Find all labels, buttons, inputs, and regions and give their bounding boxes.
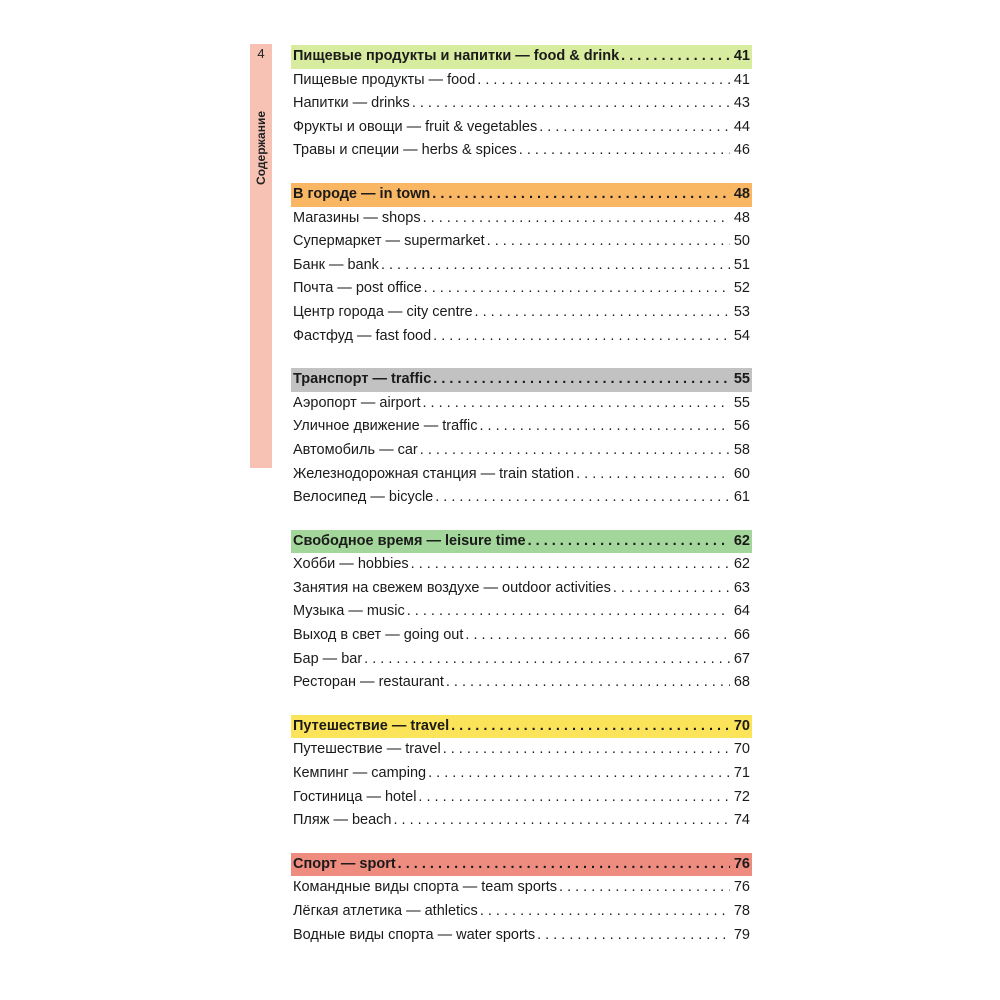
entry-title: Фастфуд — fast food <box>293 327 432 344</box>
toc-section <box>293 530 750 695</box>
entry-title: Банк — bank <box>293 256 379 273</box>
entry-page-number: 61 <box>733 489 750 506</box>
entry-page-number: 56 <box>733 418 750 435</box>
toc-entry[interactable] <box>293 116 750 140</box>
section-title: Спорт — sport <box>293 855 396 872</box>
entry-page-number: 53 <box>733 303 750 320</box>
entry-title: Почта — post office <box>293 280 422 297</box>
toc-entry[interactable] <box>293 207 750 231</box>
section-title: Свободное время — leisure time <box>293 532 526 549</box>
entry-page-number: 48 <box>733 209 750 226</box>
entry-page-number: 52 <box>733 280 750 297</box>
dot-leader <box>364 648 730 672</box>
toc-entry[interactable] <box>293 762 750 786</box>
toc-entry[interactable] <box>293 486 750 510</box>
toc-entry[interactable] <box>293 463 750 487</box>
section-page-number: 41 <box>733 48 750 64</box>
toc-entry[interactable] <box>293 924 750 948</box>
entry-page-number: 46 <box>733 142 750 159</box>
section-header[interactable] <box>291 45 752 69</box>
entry-title: Железнодорожная станция — train station <box>293 465 575 482</box>
dot-leader <box>412 92 730 116</box>
toc-entry[interactable] <box>293 415 750 439</box>
toc-entry[interactable] <box>293 277 750 301</box>
entry-title: Выход в свет — going out <box>293 627 464 644</box>
table-of-contents <box>293 45 750 967</box>
toc-entry[interactable] <box>293 738 750 762</box>
toc-entry[interactable] <box>293 624 750 648</box>
entry-page-number: 55 <box>733 394 750 411</box>
section-title: Путешествие — travel <box>293 717 450 734</box>
contents-side-title: Содержание <box>254 111 268 185</box>
dot-leader <box>539 116 730 140</box>
entry-title: Уличное движение — traffic <box>293 418 478 435</box>
entry-page-number: 66 <box>733 627 750 644</box>
entry-title: Музыка — music <box>293 603 405 620</box>
toc-section <box>293 368 750 510</box>
entry-page-number: 63 <box>733 579 750 596</box>
entry-page-number: 60 <box>733 465 750 482</box>
toc-entry[interactable] <box>293 439 750 463</box>
dot-leader <box>559 876 730 900</box>
entry-page-number: 64 <box>733 603 750 620</box>
entry-page-number: 51 <box>733 256 750 273</box>
dot-leader <box>528 530 730 554</box>
toc-entry[interactable] <box>293 69 750 93</box>
toc-entry[interactable] <box>293 648 750 672</box>
dot-leader <box>537 924 730 948</box>
entry-page-number: 62 <box>733 556 750 573</box>
section-title: В городе — in town <box>293 185 431 202</box>
entry-page-number: 67 <box>733 650 750 667</box>
entry-title: Автомобиль — car <box>293 441 418 458</box>
toc-section <box>293 183 750 348</box>
toc-section <box>293 715 750 833</box>
entry-page-number: 74 <box>733 812 750 829</box>
toc-entry[interactable] <box>293 325 750 349</box>
entry-page-number: 71 <box>733 765 750 782</box>
entry-page-number: 43 <box>733 95 750 112</box>
entry-title: Путешествие — travel <box>293 741 441 758</box>
dot-leader <box>480 900 730 924</box>
entry-page-number: 58 <box>733 441 750 458</box>
dot-leader <box>451 715 730 739</box>
toc-entry[interactable] <box>293 577 750 601</box>
toc-entry[interactable] <box>293 254 750 278</box>
section-header[interactable] <box>291 530 752 554</box>
toc-section <box>293 853 750 947</box>
entry-page-number: 68 <box>733 674 750 691</box>
entry-page-number: 79 <box>733 926 750 943</box>
entry-title: Водные виды спорта — water sports <box>293 926 536 943</box>
dot-leader <box>446 671 730 695</box>
toc-section <box>293 45 750 163</box>
toc-entry[interactable] <box>293 671 750 695</box>
entry-title: Велосипед — bicycle <box>293 489 434 506</box>
section-page-number: 62 <box>733 532 750 549</box>
entry-title: Занятия на свежем воздухе — outdoor activities <box>293 579 611 596</box>
entry-title: Кемпинг — camping <box>293 765 427 782</box>
contents-side-tab <box>250 44 272 468</box>
entry-page-number: 41 <box>733 71 750 88</box>
dot-leader <box>420 439 730 463</box>
dot-leader <box>443 738 730 762</box>
dot-leader <box>435 486 730 510</box>
dot-leader <box>519 139 730 163</box>
toc-entry[interactable] <box>293 876 750 900</box>
section-page-number: 55 <box>733 371 750 388</box>
entry-page-number: 78 <box>733 903 750 919</box>
dot-leader <box>381 254 730 278</box>
dot-leader <box>428 762 730 786</box>
dot-leader <box>621 45 730 69</box>
section-page-number: 70 <box>733 717 750 734</box>
toc-entry[interactable] <box>293 301 750 325</box>
toc-entry[interactable] <box>293 230 750 254</box>
entry-title: Пляж — beach <box>293 812 392 829</box>
entry-title: Аэропорт — airport <box>293 394 421 411</box>
section-page-number: 48 <box>733 185 750 202</box>
toc-entry[interactable] <box>293 786 750 810</box>
entry-title: Напитки — drinks <box>293 95 410 112</box>
dot-leader <box>422 392 729 416</box>
dot-leader <box>418 786 729 810</box>
entry-title: Пищевые продукты — food <box>293 71 476 88</box>
entry-page-number: 70 <box>733 741 750 758</box>
dot-leader <box>433 368 730 392</box>
toc-entry[interactable] <box>293 392 750 416</box>
toc-entry[interactable] <box>293 600 750 624</box>
entry-title: Гостиница — hotel <box>293 788 417 805</box>
toc-entry[interactable] <box>293 809 750 833</box>
entry-page-number: 54 <box>733 327 750 344</box>
section-header[interactable] <box>291 368 752 392</box>
section-title: Пищевые продукты и напитки — food & drink <box>293 48 620 64</box>
entry-title: Магазины — shops <box>293 209 421 226</box>
entry-title: Хобби — hobbies <box>293 556 409 573</box>
entry-title: Ресторан — restaurant <box>293 674 444 691</box>
dot-leader <box>475 301 730 325</box>
toc-entry[interactable] <box>293 553 750 577</box>
entry-page-number: 50 <box>733 233 750 250</box>
section-header[interactable] <box>291 853 752 877</box>
dot-leader <box>613 577 730 601</box>
entry-title: Центр города — city centre <box>293 303 473 320</box>
dot-leader <box>423 207 730 231</box>
entry-title: Бар — bar <box>293 650 363 667</box>
dot-leader <box>394 809 730 833</box>
entry-title: Супермаркет — supermarket <box>293 233 485 250</box>
dot-leader <box>411 553 730 577</box>
dot-leader <box>424 277 730 301</box>
section-header[interactable] <box>291 715 752 739</box>
entry-page-number: 76 <box>733 879 750 896</box>
entry-title: Травы и специи — herbs & spices <box>293 142 517 159</box>
dot-leader <box>465 624 729 648</box>
section-page-number: 76 <box>733 855 750 872</box>
toc-entry[interactable] <box>293 92 750 116</box>
dot-leader <box>432 183 730 207</box>
dot-leader <box>479 415 729 439</box>
dot-leader <box>398 853 730 877</box>
page-number: 4 <box>257 46 265 61</box>
section-title: Транспорт — traffic <box>293 371 432 388</box>
toc-entry[interactable] <box>293 900 750 924</box>
entry-title: Фрукты и овощи — fruit & vegetables <box>293 118 538 135</box>
dot-leader <box>407 600 730 624</box>
dot-leader <box>433 325 730 349</box>
dot-leader <box>576 463 730 487</box>
entry-page-number: 44 <box>733 118 750 135</box>
entry-title: Лёгкая атлетика — athletics <box>293 903 478 919</box>
dot-leader <box>477 69 730 93</box>
toc-entry[interactable] <box>293 139 750 163</box>
section-header[interactable] <box>291 183 752 207</box>
entry-page-number: 72 <box>733 788 750 805</box>
dot-leader <box>487 230 730 254</box>
entry-title: Командные виды спорта — team sports <box>293 879 558 896</box>
